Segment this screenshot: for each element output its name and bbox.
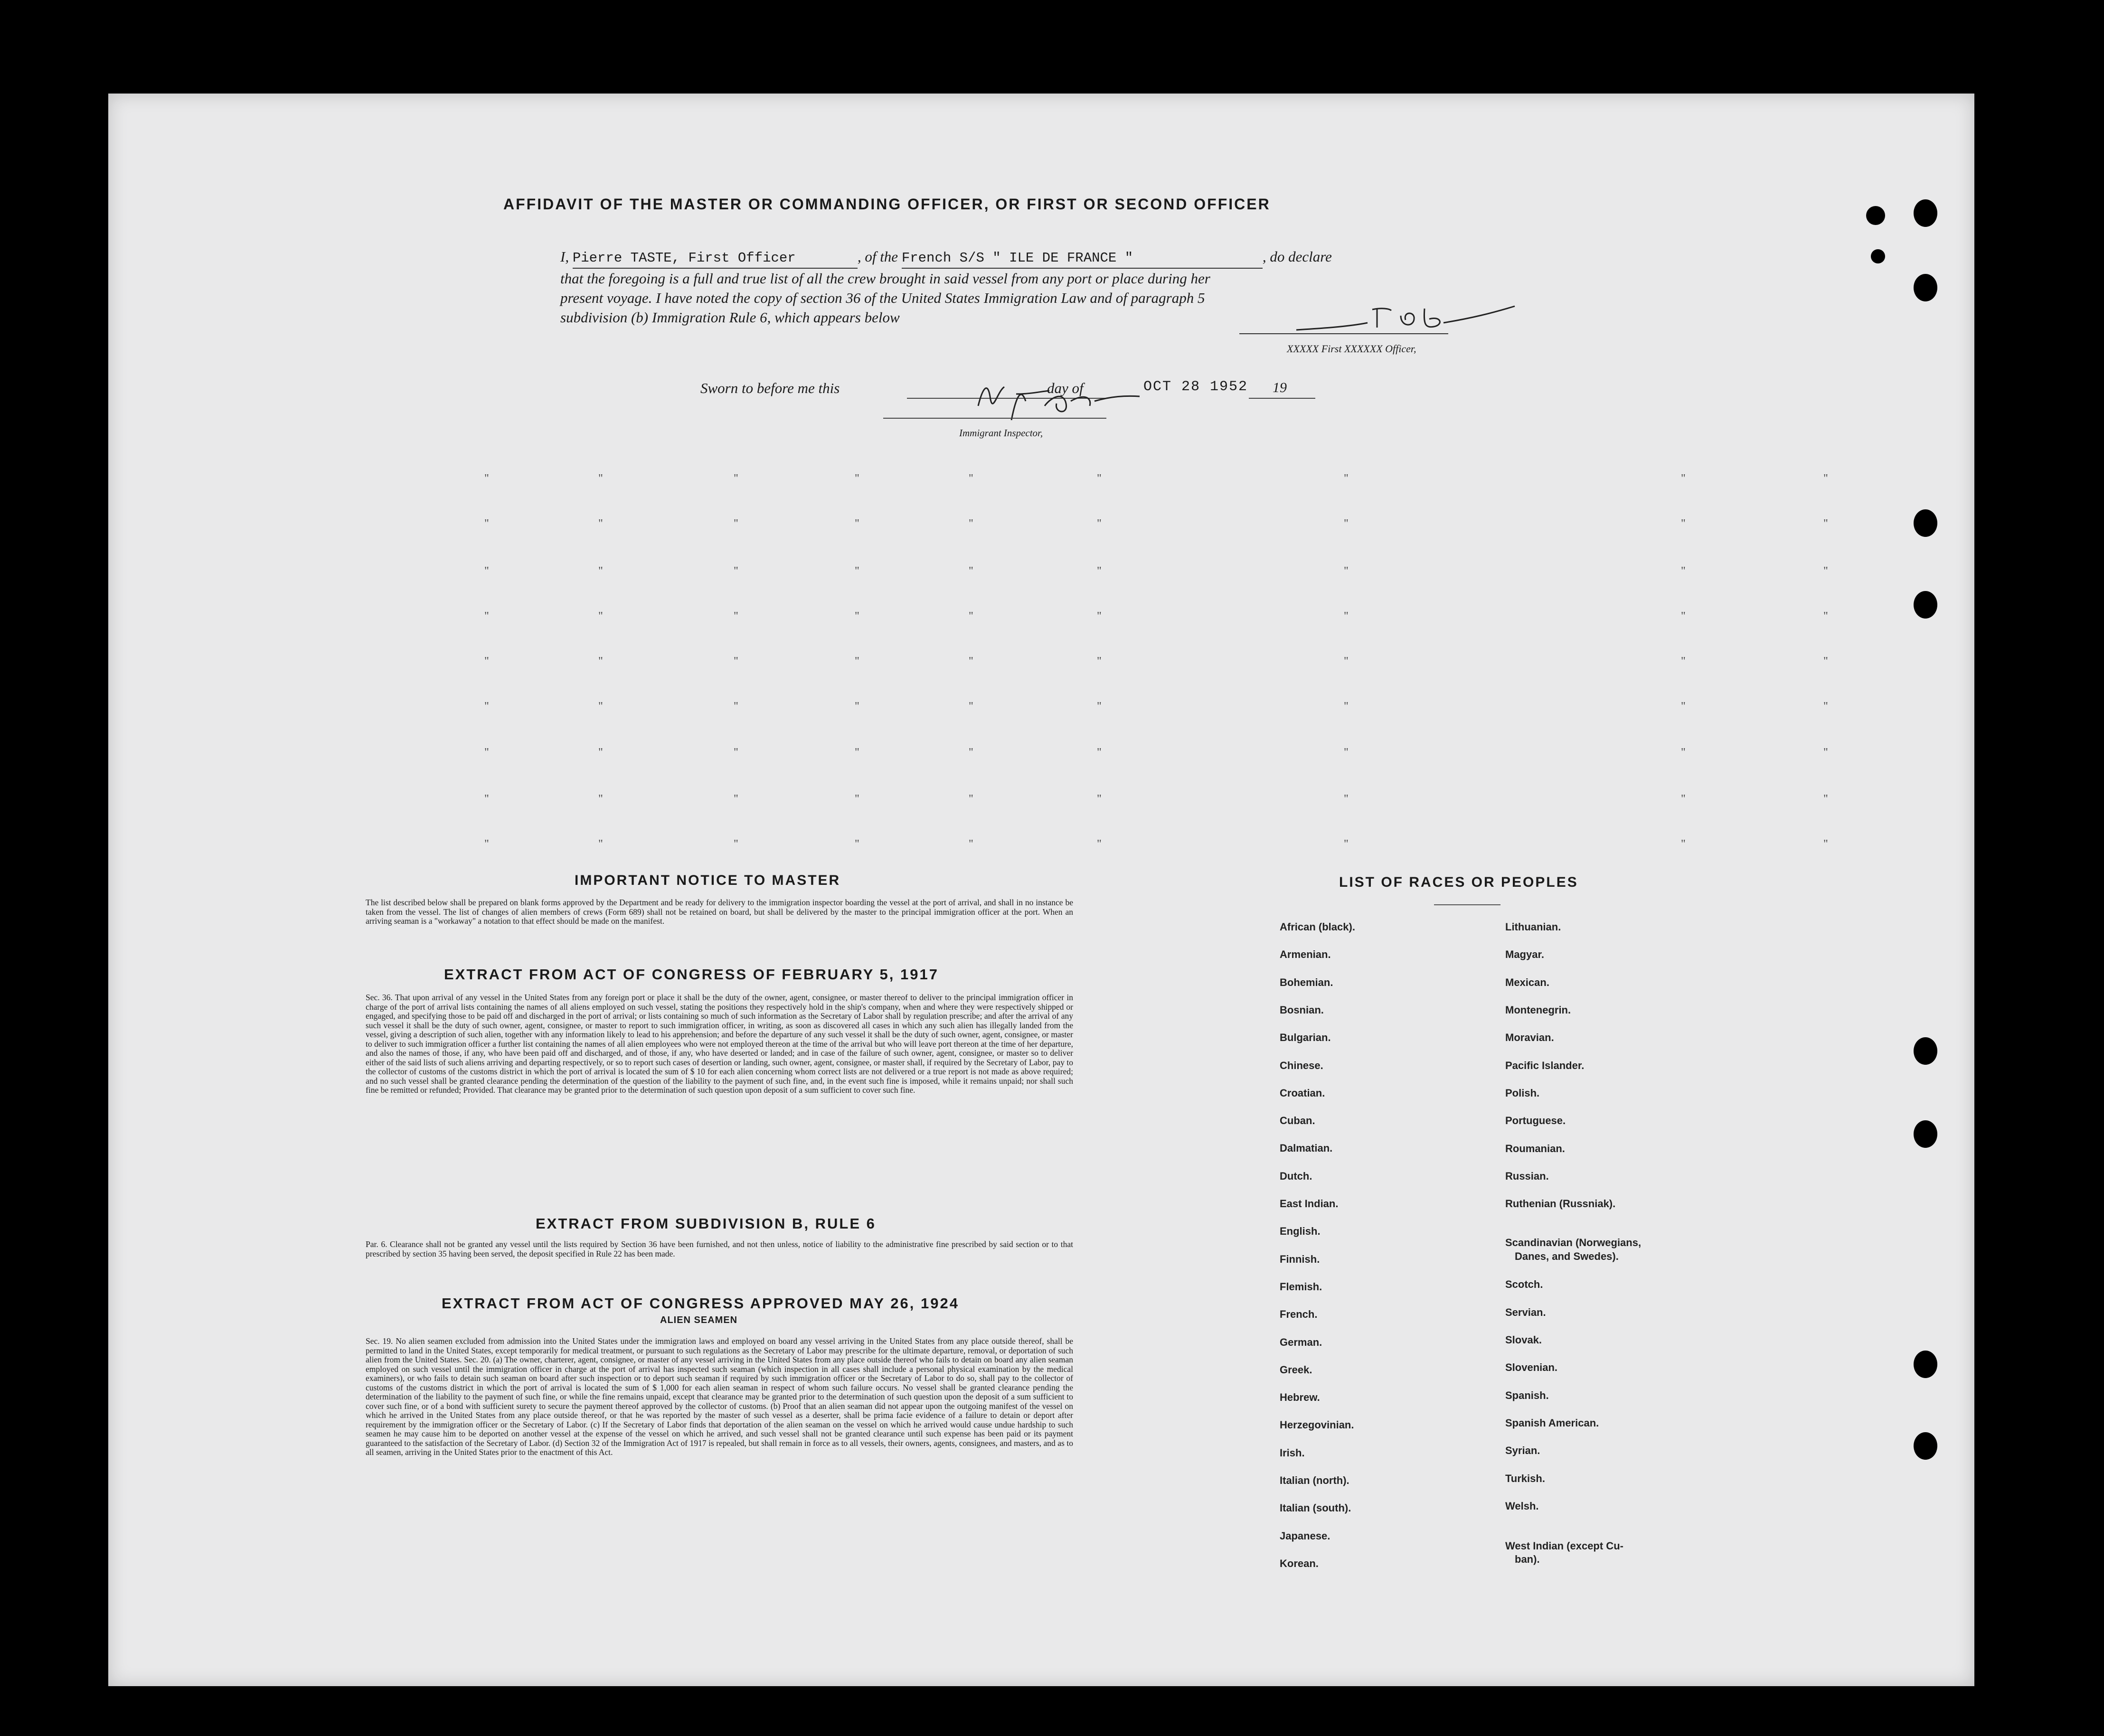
text-of-the: , of the <box>857 248 898 265</box>
ditto-mark: " <box>855 746 859 759</box>
race-item: African (black). <box>1280 921 1355 933</box>
race-item: French. <box>1280 1308 1318 1321</box>
ditto-mark: " <box>1823 472 1828 485</box>
ditto-mark: " <box>855 793 859 805</box>
ditto-mark: " <box>1097 746 1102 759</box>
race-item: Hebrew. <box>1280 1391 1320 1404</box>
binder-hole <box>1914 1351 1937 1378</box>
ditto-mark: " <box>855 472 859 485</box>
ditto-mark: " <box>484 517 489 530</box>
notice-text: The list described below shall be prepared on blank forms approved by the Department and be ready for delivery to the immigration inspector boarding the vessel at the port of arrival, and shall in no instance be taken from the vessel. The list of changes of alien members of crews (Form 689) shall not be retained on board, but shall be delivered by the master to the principal immigration officer at the port. When an arriving seaman is a "workaway" a notation to that effect should be made on the manifest. <box>366 898 1073 926</box>
race-item: Armenian. <box>1280 948 1331 961</box>
race-item: Mexican. <box>1505 976 1549 988</box>
race-item: Bulgarian. <box>1280 1032 1331 1044</box>
ditto-mark: " <box>1681 655 1686 667</box>
race-item: Bohemian. <box>1280 976 1333 988</box>
race-item: Servian. <box>1505 1306 1546 1318</box>
binder-hole <box>1914 1432 1937 1460</box>
ditto-mark: " <box>969 655 973 667</box>
ditto-mark: " <box>734 472 738 485</box>
ditto-mark: " <box>1681 610 1686 622</box>
race-item: Slovenian. <box>1505 1361 1558 1373</box>
ditto-mark: " <box>855 655 859 667</box>
ditto-mark: " <box>969 610 973 622</box>
ditto-mark: " <box>1823 565 1828 577</box>
race-item: Turkish. <box>1505 1473 1545 1484</box>
race-item: Russian. <box>1505 1170 1549 1182</box>
race-item: Greek. <box>1280 1363 1312 1376</box>
extract-1917-text: Sec. 36. That upon arrival of any vessel in the United States from any foreign port or place it shall be the duty of the owner, agent, consignee, or master thereof to deliver to the principal immigration officer in charge of the port of arrival lists containing the names of all aliens employed on such vessel, stating the positions they respectively hold in the ship's company, when and where they were respectively shipped or engaged, and specifying those to be paid off and discharged in the port of arrival; or lists containing so much of such information as the Secretary of Labor shall by regulation prescribe; and after the arrival of any such vessel it shall be the duty of such owner, agent, consignee, or master to report to such immigration officer, in writing, as soon as discovered all cases in which any such alien has illegally landed from the vessel, giving a description of such alien, together with any information likely to lead to his apprehension; and before the departure of any such vessel it shall be the duty of such owner, agent, consignee, or master to deliver to such immigration officer a further list containing the names of all alien employees who were not employed thereon at the time of the arrival but who will leave port thereon at the time of her departure, and also the names of those, if any, who have been paid off and discharged, and of those, if any, who have deserted or landed; and in case of the failure of such owner, agent, consignee, or master so to deliver either of the said lists of such aliens arriving and departing respectively, or so to report such cases of desertion or landing, such owner, agent, consignee, or master shall, if required by the Secretary of Labor, pay to the collector of customs of the customs district in which the port of arrival is located the sum of $ 10 for each alien concerning whom correct lists are not delivered or a true report is not made as above required; and no such vessel shall be granted clearance pending the determination of the question of the liability to the payment of such fine, and, in the event such fine is imposed, while it remains unpaid; nor shall such fine be remitted or refunded; Provided. That clearance may be granted prior to the determination of such question upon deposit of a sum sufficient to cover such fine. <box>366 993 1073 1095</box>
ditto-mark: " <box>855 565 859 577</box>
declaration-line-2: that the foregoing is a full and true list of all the crew brought in said vessel from any port or place during her <box>560 270 1210 287</box>
ditto-mark: " <box>1681 838 1686 850</box>
ditto-mark: " <box>598 700 603 713</box>
vessel-name-field: French S/S " ILE DE FRANCE " <box>902 248 1263 269</box>
race-item: West Indian (except Cu- <box>1505 1540 1623 1552</box>
ditto-mark: " <box>598 793 603 805</box>
ditto-mark: " <box>484 472 489 485</box>
ditto-mark: " <box>1823 746 1828 759</box>
ditto-mark: " <box>1344 793 1349 805</box>
officer-title-label: XXXXX First XXXXXX Officer, <box>1287 343 1416 355</box>
declaration-line-3: present voyage. I have noted the copy of section 36 of the United States Immigration Law and of paragraph 5 <box>560 290 1205 306</box>
ditto-mark: " <box>969 700 973 713</box>
day-of-text: day of <box>1047 380 1084 396</box>
race-item: English. <box>1280 1225 1321 1238</box>
race-item: Lithuanian. <box>1505 921 1561 933</box>
ditto-mark: " <box>855 838 859 850</box>
ditto-mark: " <box>734 746 738 759</box>
ditto-mark: " <box>734 655 738 667</box>
ditto-mark: " <box>484 838 489 850</box>
ditto-mark: " <box>1097 793 1102 805</box>
race-item: Roumanian. <box>1505 1143 1565 1154</box>
ditto-mark: " <box>1681 700 1686 713</box>
ditto-mark: " <box>1097 838 1102 850</box>
race-item: Ruthenian (Russniak). <box>1505 1198 1616 1210</box>
inspector-label: Immigrant Inspector, <box>959 427 1043 439</box>
ditto-mark: " <box>969 472 973 485</box>
race-item: Dutch. <box>1280 1170 1312 1182</box>
ditto-mark: " <box>1344 517 1349 530</box>
ditto-mark: " <box>1681 517 1686 530</box>
race-item: Welsh. <box>1505 1500 1539 1512</box>
ditto-mark: " <box>598 655 603 667</box>
ditto-mark: " <box>1681 565 1686 577</box>
ditto-mark: " <box>1097 655 1102 667</box>
race-item: Flemish. <box>1280 1280 1322 1293</box>
race-item: Dalmatian. <box>1280 1142 1333 1154</box>
race-item: Syrian. <box>1505 1445 1540 1456</box>
ditto-mark: " <box>598 472 603 485</box>
ditto-mark: " <box>1681 472 1686 485</box>
races-title-rule <box>1434 904 1500 905</box>
ditto-mark: " <box>1823 793 1828 805</box>
officer-name-field: Pierre TASTE, First Officer <box>573 248 858 269</box>
ditto-mark: " <box>1681 746 1686 759</box>
race-item: Japanese. <box>1280 1530 1330 1542</box>
ditto-mark: " <box>484 565 489 577</box>
ditto-mark: " <box>484 793 489 805</box>
race-item: Polish. <box>1505 1087 1540 1099</box>
ditto-mark: " <box>1097 472 1102 485</box>
ditto-mark: " <box>598 565 603 577</box>
race-item: Korean. <box>1280 1557 1319 1569</box>
ditto-mark: " <box>969 793 973 805</box>
races-title: LIST OF RACES OR PEOPLES <box>1339 874 1578 890</box>
year-line <box>1249 398 1315 399</box>
sworn-text: Sworn to before me this <box>700 380 840 396</box>
ditto-mark: " <box>1097 610 1102 622</box>
race-item: Danes, and Swedes). <box>1515 1250 1619 1262</box>
extract-1917-title: EXTRACT FROM ACT OF CONGRESS OF FEBRUARY 5, 1917 <box>444 966 939 983</box>
ditto-mark: " <box>734 610 738 622</box>
race-item: Pacific Islander. <box>1505 1060 1585 1071</box>
ditto-mark: " <box>734 517 738 530</box>
race-item: Herzegovinian. <box>1280 1419 1354 1431</box>
text-i: I, <box>560 248 569 265</box>
notice-title: IMPORTANT NOTICE TO MASTER <box>575 873 841 888</box>
race-item: Italian (south). <box>1280 1502 1351 1514</box>
extract-rule6-text: Par. 6. Clearance shall not be granted any vessel until the lists required by Section 36 have been furnished, and not then unless, notice of liability to the administrative fine prescribed by said section or to that prescribed by section 35 having been served, the deposit specified in Rule 22 has been made. <box>366 1239 1073 1258</box>
officer-signature-line <box>1239 333 1448 334</box>
binder-hole <box>1871 249 1885 263</box>
extract-1924-text: Sec. 19. No alien seamen excluded from admission into the United States under the immigration laws and employed on board any vessel arriving in the United States from any place outside thereof, shall be permitted to land in the United States, except temporarily for medical treatment, or pursuant to such regulations as the Secretary of Labor may prescribe for the ultimate departure, removal, or deportation of such alien from the United States. Sec. 20. (a) The owner, charterer, agent, consignee, or master of any vessel arriving in the United States from any place outside thereof who fails to detain on board any alien seaman employed on such vessel until the immigration officer in charge at the port of arrival has inspected such seaman (which inspection in all cases shall include a personal physical examination by the medical examiners), or who fails to detain such seaman on board after such inspection or to deport such seaman if required by such immigration officer or the Secretary of Labor to do so, shall pay to the collector of customs of the customs district in which the port of arrival is located the sum of $ 1,000 for each alien seaman in respect of whom such failure occurs. No vessel shall be granted clearance pending the determination of the liability to the payment of such fine, or while the fine remains unpaid, except that clearance may be granted prior to the determination of such question upon the deposit of a sum sufficient to cover such fine, or of a bond with sufficient surety to secure the payment thereof approved by the collector of customs. (b) Proof that an alien seaman did not appear upon the outgoing manifest of the vessel on which he arrived in the United States from any place outside thereof, or that he was reported by the master of such vessel as a deserter, shall be prima facie evidence of a failure to detain or deport after requirement by the immigration officer or the Secretary of Labor. (c) If the Secretary of Labor finds that deportation of the alien seaman on the vessel on which he arrived would cause undue hardship to such seamen he may cause him to be deported on another vessel at the expense of the vessel on which he arrived, and such vessel shall not be granted clearance until such expense has been paid or its payment guaranteed to the satisfaction of the Secretary of Labor. (d) Section 32 of the Immigration Act of 1917 is repealed, but shall remain in force as to all vessels, their owners, agents, consignees, and masters, and as to all seamen, arriving in the United States prior to the enactment of this Act. <box>366 1336 1073 1457</box>
race-item: Portuguese. <box>1505 1115 1566 1126</box>
ditto-mark: " <box>1823 700 1828 713</box>
ditto-mark: " <box>1344 838 1349 850</box>
declaration-line-4: subdivision (b) Immigration Rule 6, which appears below <box>560 309 900 326</box>
ditto-mark: " <box>734 838 738 850</box>
ditto-mark: " <box>1823 517 1828 530</box>
race-item: Spanish American. <box>1505 1417 1599 1429</box>
ditto-mark: " <box>1344 565 1349 577</box>
race-item: Italian (north). <box>1280 1474 1349 1486</box>
declaration-line-1 <box>560 247 1481 269</box>
inspector-signature-line <box>883 418 1106 419</box>
race-item: East Indian. <box>1280 1198 1339 1210</box>
ditto-mark: " <box>855 610 859 622</box>
ditto-mark: " <box>484 610 489 622</box>
ditto-mark: " <box>1344 746 1349 759</box>
inspector-signature <box>969 377 1149 430</box>
race-item: Chinese. <box>1280 1059 1323 1071</box>
binder-hole <box>1914 591 1937 619</box>
alien-seamen-subtitle: ALIEN SEAMEN <box>660 1315 738 1325</box>
binder-hole <box>1866 206 1885 225</box>
ditto-mark: " <box>1344 655 1349 667</box>
date-stamp: OCT 28 1952 <box>1143 379 1248 395</box>
ditto-mark: " <box>734 700 738 713</box>
race-item: Montenegrin. <box>1505 1004 1571 1016</box>
binder-hole <box>1914 1120 1937 1148</box>
race-item: Croatian. <box>1280 1087 1325 1099</box>
race-item: Bosnian. <box>1280 1004 1324 1016</box>
race-item: Finnish. <box>1280 1253 1320 1265</box>
text-do-declare: , do declare <box>1262 248 1332 265</box>
binder-hole <box>1914 1037 1937 1065</box>
extract-rule6-title: EXTRACT FROM SUBDIVISION B, RULE 6 <box>536 1215 876 1232</box>
ditto-mark: " <box>1823 838 1828 850</box>
binder-hole <box>1914 274 1937 301</box>
ditto-mark: " <box>1823 655 1828 667</box>
ditto-mark: " <box>1681 793 1686 805</box>
race-item: ban). <box>1515 1553 1540 1565</box>
ditto-mark: " <box>1344 472 1349 485</box>
ditto-mark: " <box>484 746 489 759</box>
ditto-mark: " <box>1097 517 1102 530</box>
extract-1924-title: EXTRACT FROM ACT OF CONGRESS APPROVED MAY 26, 1924 <box>442 1295 959 1312</box>
ditto-mark: " <box>969 838 973 850</box>
ditto-mark: " <box>1823 610 1828 622</box>
ditto-mark: " <box>855 517 859 530</box>
ditto-mark: " <box>598 610 603 622</box>
race-item: Spanish. <box>1505 1389 1549 1401</box>
ditto-mark: " <box>484 700 489 713</box>
ditto-mark: " <box>1344 610 1349 622</box>
race-item: Scotch. <box>1505 1278 1543 1290</box>
ditto-mark: " <box>598 746 603 759</box>
ditto-mark: " <box>598 517 603 530</box>
ditto-mark: " <box>969 746 973 759</box>
binder-hole <box>1914 199 1937 227</box>
officer-signature <box>1292 304 1519 337</box>
ditto-mark: " <box>855 700 859 713</box>
race-item: Irish. <box>1280 1446 1305 1459</box>
race-item: Cuban. <box>1280 1115 1315 1127</box>
ditto-mark: " <box>734 565 738 577</box>
race-item: Magyar. <box>1505 948 1544 960</box>
ditto-mark: " <box>969 565 973 577</box>
ditto-mark: " <box>1344 700 1349 713</box>
race-item: Moravian. <box>1505 1032 1554 1043</box>
ditto-mark: " <box>1097 700 1102 713</box>
race-item: German. <box>1280 1336 1322 1348</box>
binder-hole <box>1914 509 1937 537</box>
ditto-mark: " <box>484 655 489 667</box>
ditto-mark: " <box>969 517 973 530</box>
affidavit-title: AFFIDAVIT OF THE MASTER OR COMMANDING OFFICER, OR FIRST OR SECOND OFFICER <box>503 196 1271 213</box>
year-prefix: 19 <box>1273 380 1287 395</box>
race-item: Slovak. <box>1505 1334 1542 1346</box>
ditto-mark: " <box>1097 565 1102 577</box>
ditto-mark: " <box>598 838 603 850</box>
race-item: Scandinavian (Norwegians, <box>1505 1237 1642 1248</box>
ditto-mark: " <box>734 793 738 805</box>
